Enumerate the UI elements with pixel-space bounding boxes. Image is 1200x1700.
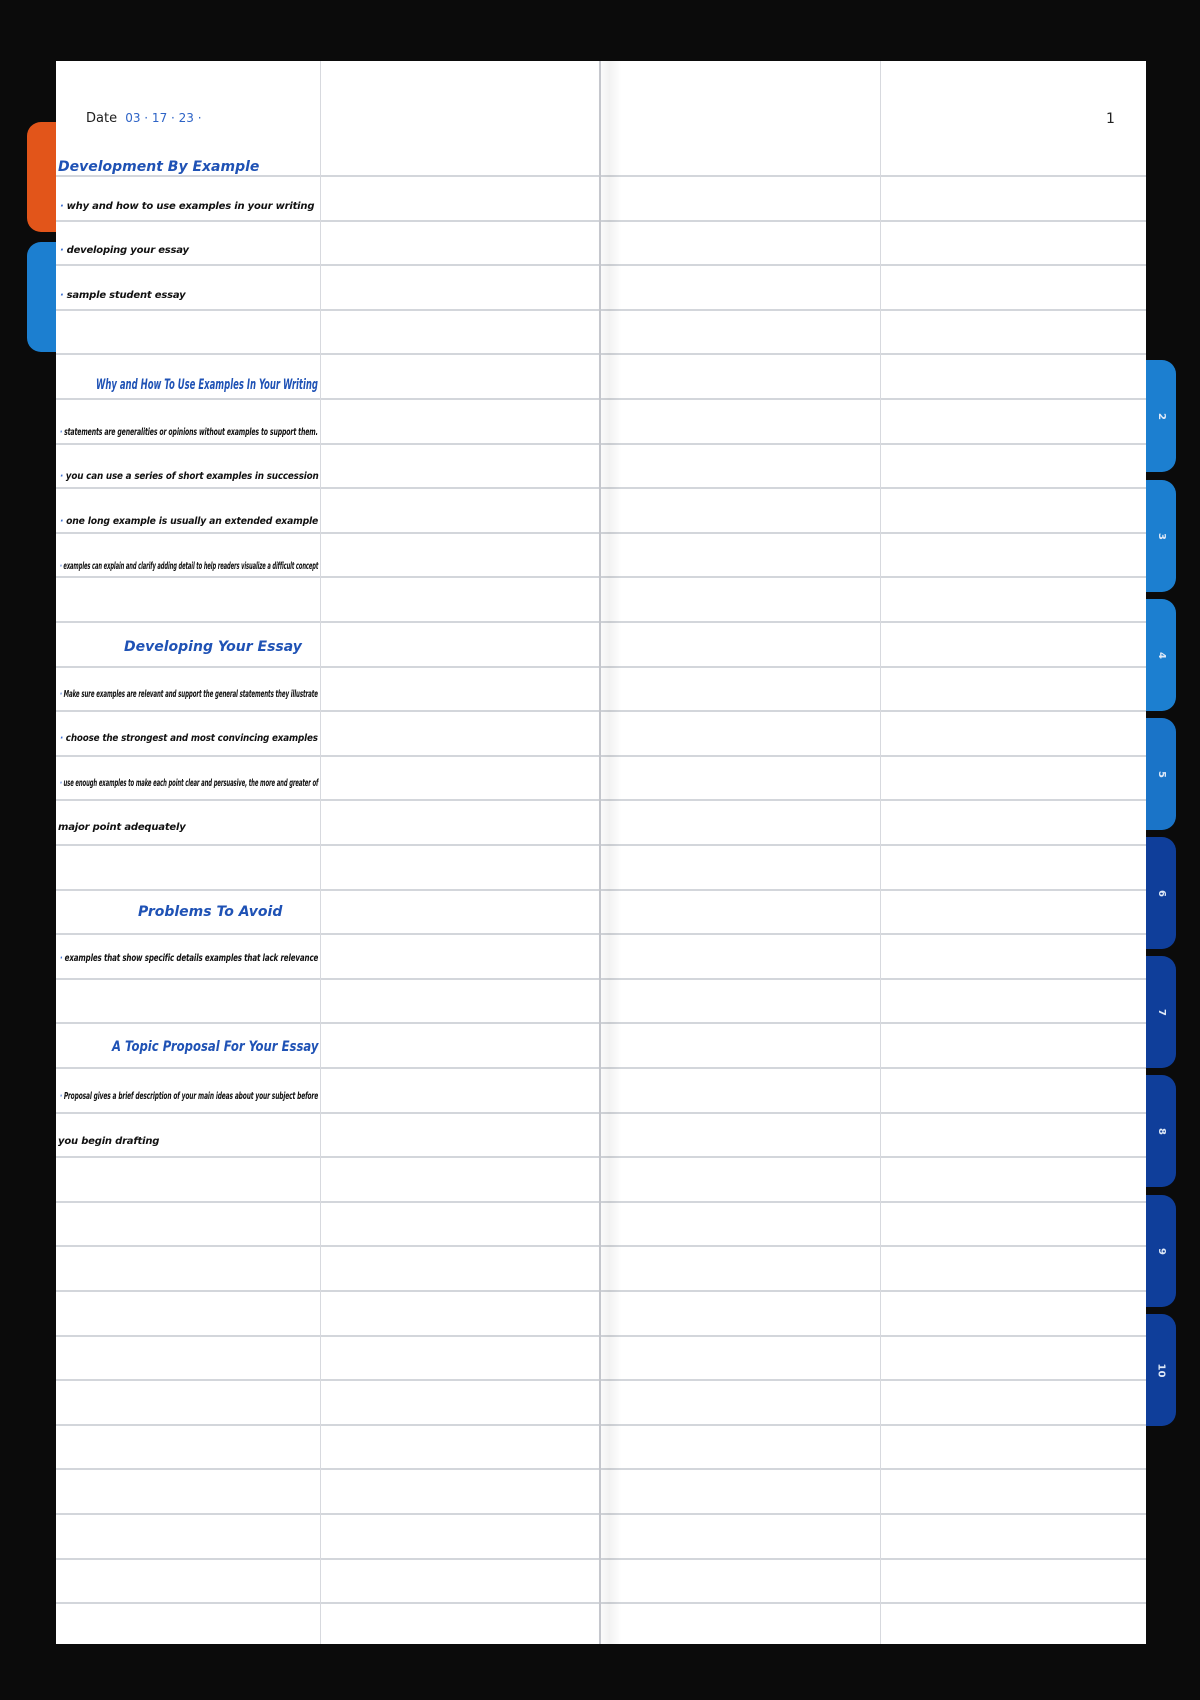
section-tab-5[interactable] [1146,718,1176,830]
section-title: Why and How To Use Examples In Your Writing [96,377,318,393]
date-label: Date [86,111,118,126]
date-field [86,111,202,126]
note-line: · Make sure examples are relevant and support the general statements they illustrate [60,689,318,700]
note-line: · you can use a series of short examples in succession [60,471,319,482]
left-tab-orange[interactable] [27,122,59,232]
section-title: Developing Your Essay [124,639,302,655]
outline-item: · developing your essay [60,245,189,256]
section-tab-label: 7 [1155,1008,1167,1016]
date-value: 03 · 17 · 23 · [125,111,202,125]
column-line [320,61,321,1644]
note-line: you begin drafting [58,1136,160,1147]
section-tab-6[interactable] [1146,837,1176,949]
column-line [880,61,881,1644]
page-number: 1 [1106,111,1115,127]
main-title: Development By Example [58,159,260,175]
section-tab-label: 3 [1155,532,1167,540]
section-tab-3[interactable] [1146,480,1176,592]
section-tab-7[interactable] [1146,956,1176,1068]
note-line: · use enough examples to make each point clear and persuasive, the more and greater of [60,778,319,789]
note-line: major point adequately [58,822,186,833]
section-title: A Topic Proposal For Your Essay [112,1039,319,1055]
notebook-page [56,61,1146,1644]
section-tab-label: 5 [1155,770,1167,778]
section-tab-label: 6 [1155,889,1167,897]
section-tab-4[interactable] [1146,599,1176,711]
section-tab-10[interactable] [1146,1314,1176,1426]
section-tab-label: 4 [1155,651,1167,659]
note-line: · examples can explain and clarify adding detail to help readers visualize a difficult concept [60,561,319,572]
note-line: · statements are generalities or opinions without examples to support them. [60,427,318,438]
section-tab-label: 10 [1155,1363,1167,1377]
note-line: · examples that show specific details examples that lack relevance [60,953,319,964]
section-tab-2[interactable] [1146,360,1176,472]
section-tab-label: 9 [1155,1247,1167,1255]
section-tab-8[interactable] [1146,1075,1176,1187]
note-line: · one long example is usually an extended example [60,516,319,527]
section-tab-label: 8 [1155,1127,1167,1135]
page-binding [597,61,621,1644]
note-line: · Proposal gives a brief description of your main ideas about your subject before [60,1091,319,1102]
section-title: Problems To Avoid [138,904,283,920]
section-tab-9[interactable] [1146,1195,1176,1307]
section-tab-label: 2 [1155,412,1167,420]
left-tab-blue[interactable] [27,242,59,352]
note-line: · choose the strongest and most convincing examples [60,733,318,744]
outline-item: · sample student essay [60,290,186,301]
outline-item: · why and how to use examples in your writing [60,201,315,212]
